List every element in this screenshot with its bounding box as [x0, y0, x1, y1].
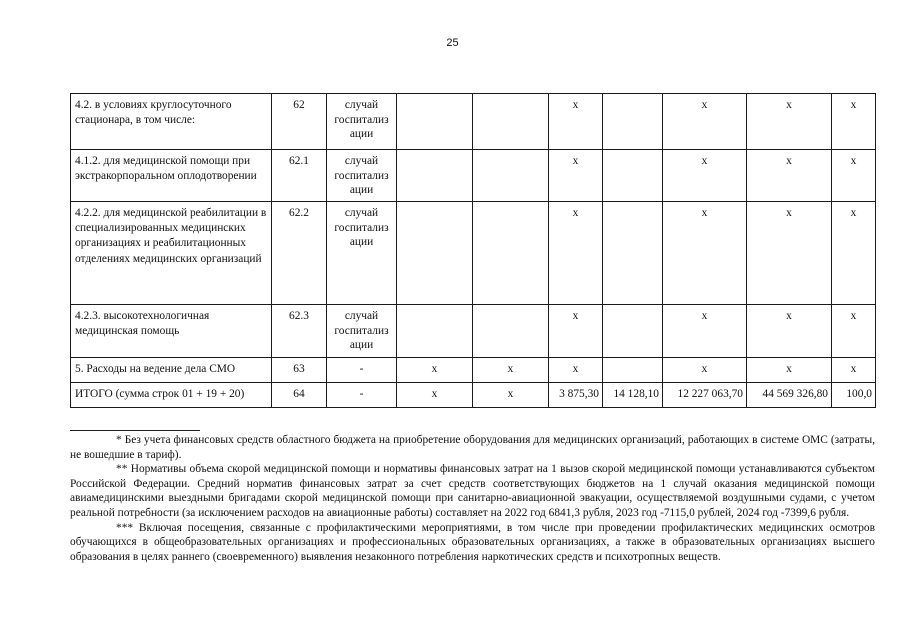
row-line-number-cell: 62.2: [272, 202, 327, 305]
table-cell: x: [549, 358, 603, 383]
table-cell: 14 128,10: [603, 383, 663, 408]
footnotes: [70, 433, 875, 564]
table-cell: [397, 94, 473, 150]
row-name-cell: 4.1.2. для медицинской помощи при экстракорпоральном оплодотворении: [71, 150, 272, 202]
table-cell: x: [663, 305, 747, 358]
row-line-number-cell: 62.3: [272, 305, 327, 358]
row-unit-cell: -: [327, 383, 397, 408]
table-cell: x: [747, 202, 832, 305]
footnote-1: * Без учета финансовых средств областного бюджета на приобретение оборудования для медицинских организаций, работающих в системе ОМС (затраты, не вошедшие в тариф).: [70, 434, 875, 461]
table-cell: x: [397, 358, 473, 383]
table-cell: [473, 305, 549, 358]
row-name-cell: 4.2. в условиях круглосуточного стационара, в том числе:: [71, 94, 272, 150]
table-cell: 3 875,30: [549, 383, 603, 408]
table-cell: x: [663, 94, 747, 150]
footnote-3: *** Включая посещения, связанные с профилактическими мероприятиями, в том числе при проведении профилактических медицинских осмотров обучающихся в общеобразовательных организациях и профессиональных образовательных организациях, а также в образовательных организациях высшего образования в целях раннего (своевременного) выявления незаконного потребления наркотических средств и психотропных веществ.: [70, 521, 875, 563]
table-cell: 12 227 063,70: [663, 383, 747, 408]
table-row: [71, 94, 876, 150]
table-cell: [397, 202, 473, 305]
table-cell: x: [663, 150, 747, 202]
table-cell: [397, 150, 473, 202]
table-cell: x: [832, 202, 876, 305]
table-cell: x: [832, 305, 876, 358]
table-cell: x: [473, 383, 549, 408]
table-cell: 44 569 326,80: [747, 383, 832, 408]
footnote-2: ** Нормативы объема скорой медицинской помощи и нормативы финансовых затрат на 1 вызов скорой медицинской помощи устанавливаются субъектом Российской Федерации. Средний норматив финансовых затрат за счет средств соответствующих бюджетов на 1 случай оказания медицинской помощи авиамедицинскими выездными бригадами скорой медицинской помощи при санитарно-авиационной эвакуации, осуществляемой воздушными судами, с учетом реальной потребности (за исключением расходов на авиационные работы) составляет на 2022 год 6841,3 рубля, 2023 год -7115,0 рублей, 2024 год -7399,6 рубля.: [70, 463, 875, 519]
table-cell: x: [832, 358, 876, 383]
table-cell: x: [747, 94, 832, 150]
table-cell: x: [549, 94, 603, 150]
table-row: [71, 358, 876, 383]
row-unit-cell: случай госпитализ ации: [327, 150, 397, 202]
table-cell: [397, 305, 473, 358]
row-line-number-cell: 62: [272, 94, 327, 150]
table-row-total: [71, 383, 876, 408]
table-row: [71, 305, 876, 358]
table-cell: x: [747, 150, 832, 202]
table-cell: [603, 150, 663, 202]
table-cell: x: [832, 150, 876, 202]
row-unit-cell: случай госпитализ ации: [327, 305, 397, 358]
table-cell: [603, 94, 663, 150]
footnote-divider: [70, 430, 200, 431]
row-line-number-cell: 63: [272, 358, 327, 383]
row-name-cell: 4.2.2. для медицинской реабилитации в специализированных медицинских организациях и реабилитационных отделениях медицинских организаций: [71, 202, 272, 305]
table-cell: x: [663, 358, 747, 383]
financing-table: [70, 93, 876, 408]
table-cell: x: [549, 202, 603, 305]
table-cell: [603, 202, 663, 305]
table-cell: x: [663, 202, 747, 305]
table-cell: [473, 202, 549, 305]
row-name-cell: ИТОГО (сумма строк 01 + 19 + 20): [71, 383, 272, 408]
row-unit-cell: -: [327, 358, 397, 383]
table-cell: x: [397, 383, 473, 408]
page-number: 25: [446, 37, 459, 49]
table-cell: x: [832, 94, 876, 150]
row-unit-cell: случай госпитализ ации: [327, 94, 397, 150]
table-cell: x: [747, 305, 832, 358]
table-row: [71, 150, 876, 202]
table-cell: [603, 358, 663, 383]
row-unit-cell: случай госпитализ ации: [327, 202, 397, 305]
table-cell: [473, 94, 549, 150]
table-cell: [603, 305, 663, 358]
table-cell: x: [549, 305, 603, 358]
table-cell: x: [549, 150, 603, 202]
table-cell: x: [747, 358, 832, 383]
row-name-cell: 4.2.3. высокотехнологичная медицинская помощь: [71, 305, 272, 358]
table-cell: [473, 150, 549, 202]
row-line-number-cell: 64: [272, 383, 327, 408]
table-cell: 100,0: [832, 383, 876, 408]
row-line-number-cell: 62.1: [272, 150, 327, 202]
row-name-cell: 5. Расходы на ведение дела СМО: [71, 358, 272, 383]
table-row: [71, 202, 876, 305]
table-cell: x: [473, 358, 549, 383]
